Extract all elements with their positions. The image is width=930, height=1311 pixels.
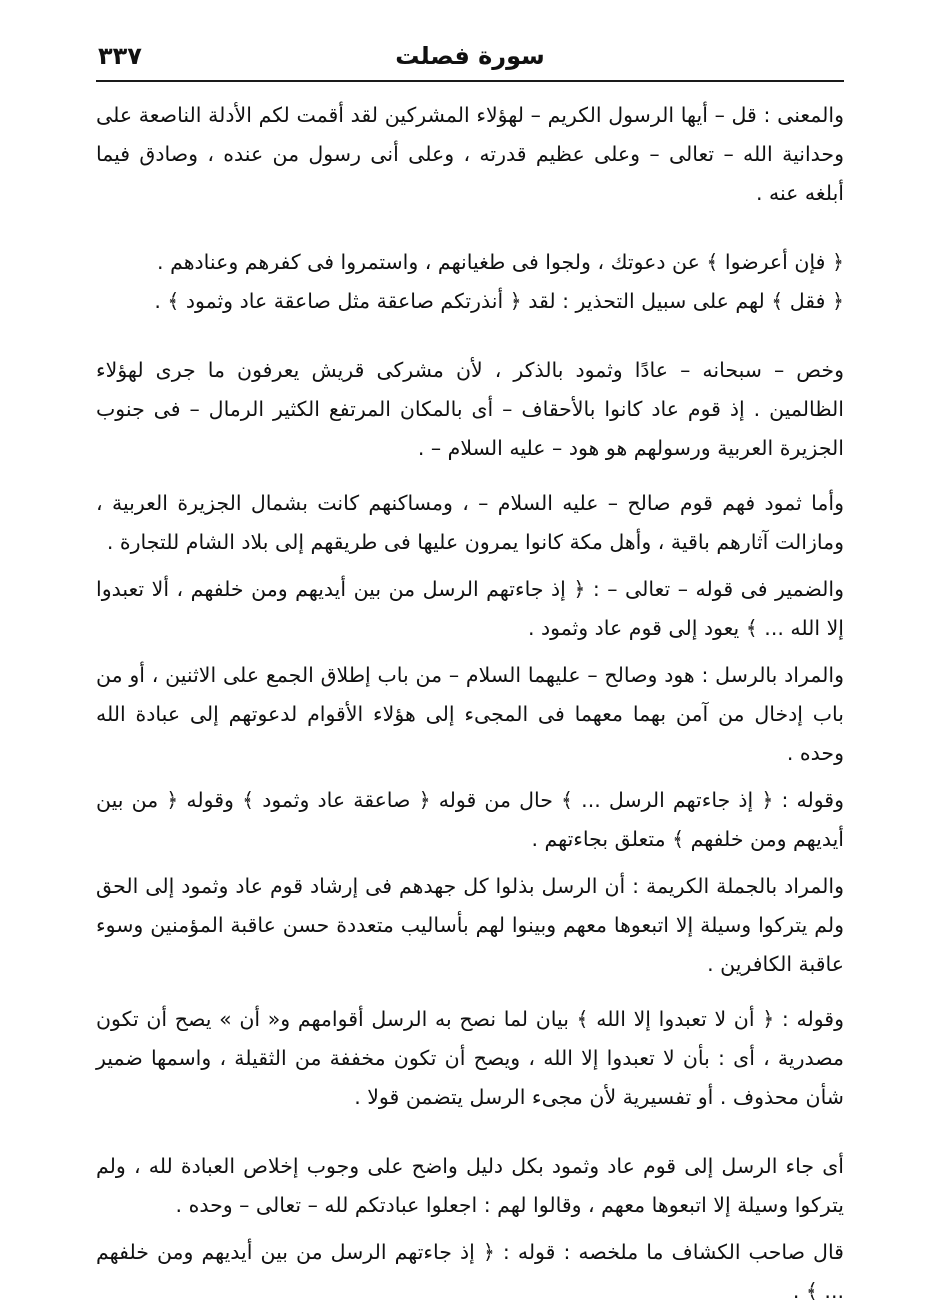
paragraph-messengers: والمراد بالرسل : هود وصالح – عليهما السلام – من باب إطلاق الجمع على الاثنين ، أو من باب إدخال من آمن بهما معهما فى المجىء إلى هؤلاء الأقوام لدعوتهم إلى عبادة الله وحده . [96,663,844,765]
page-body [96,96,844,1311]
page-header [96,36,844,82]
paragraph-thamud: وأما ثمود فهم قوم صالح – عليه السلام – ، ومساكنهم كانت بشمال الجزيرة العربية ، ومازالت آثارهم باقية ، وأهل مكة كانوا يمرون عليها فى طريقهم إلى بلاد الشام للتجارة . [96,491,844,554]
paragraph-kashshaf: قال صاحب الكشاف ما ملخصه : قوله : ﴿ إذ جاءتهم الرسل من بين أيديهم ومن خلفهم ... ﴾ . [96,1240,844,1303]
paragraph-grammar: وقوله : ﴿ إذ جاءتهم الرسل ... ﴾ حال من قوله ﴿ صاعقة عاد وثمود ﴾ وقوله ﴿ من بين أيديهم ومن خلفهم ﴾ متعلق بجاءتهم . [96,788,844,851]
paragraph-an-la-tabudu: وقوله : ﴿ أن لا تعبدوا إلا الله ﴾ بيان لما نصح به الرسل أقوامهم و« أن » يصح أن تكون مصدرية ، أى : بأن لا تعبدوا إلا الله ، ويصح أن تكون مخففة من الثقيلة ، واسمها ضمير شأن محذوف . أو تفسيرية لأن مجىء الرسل يتضمن قولا . [96,1007,844,1109]
paragraph-pronoun: والضمير فى قوله – تعالى – : ﴿ إذ جاءتهم الرسل من بين أيديهم ومن خلفهم ، ألا تعبدوا إلا الله ... ﴾ يعود إلى قوم عاد وثمود . [96,577,844,640]
surah-title: سورة فصلت [395,42,545,70]
paragraph-aad-thamud: وخص – سبحانه – عادًا وثمود بالذكر ، لأن مشركى قريش يعرفون ما جرى لهؤلاء الظالمين . إذ قوم عاد كانوا بالأحقاف – أى بالمكان المرتفع الكثير الرمال – فى جنوب الجزيرة العربية ورسولهم هو هود – عليه السلام – . [96,358,844,460]
page-number: ٣٣٧ [98,42,142,70]
paragraph-verse-warning: ﴿ فقل ﴾ لهم على سبيل التحذير : لقد ﴿ أنذرتكم صاعقة مثل صاعقة عاد وثمود ﴾ . [154,289,844,313]
paragraph-meaning: والمعنى : قل – أيها الرسول الكريم – لهؤلاء المشركين لقد أقمت لكم الأدلة الناصعة على وحدانية الله – تعالى – وعلى عظيم قدرته ، وعلى أنى رسول من عنده ، وصادق فيما أبلغه عنه . [96,103,844,205]
book-page [96,36,844,1311]
paragraph-verse-turn-away: ﴿ فإن أعرضوا ﴾ عن دعوتك ، ولجوا فى طغيانهم ، واستمروا فى كفرهم وعنادهم . [157,250,844,274]
paragraph-summary: أى جاء الرسل إلى قوم عاد وثمود بكل دليل واضح على وجوب إخلاص العبادة لله ، ولم يتركوا وسيلة إلا اتبعوها معهم ، وقالوا لهم : اجعلوا عبادتكم لله – تعالى – وحده . [96,1154,844,1217]
paragraph-meaning-sentence: والمراد بالجملة الكريمة : أن الرسل بذلوا كل جهدهم فى إرشاد قوم عاد وثمود إلى الحق ولم يتركوا وسيلة إلا اتبعوها معهم وبينوا لهم بأساليب متعددة حسن عاقبة المؤمنين وسوء عاقبة الكافرين . [96,874,844,976]
